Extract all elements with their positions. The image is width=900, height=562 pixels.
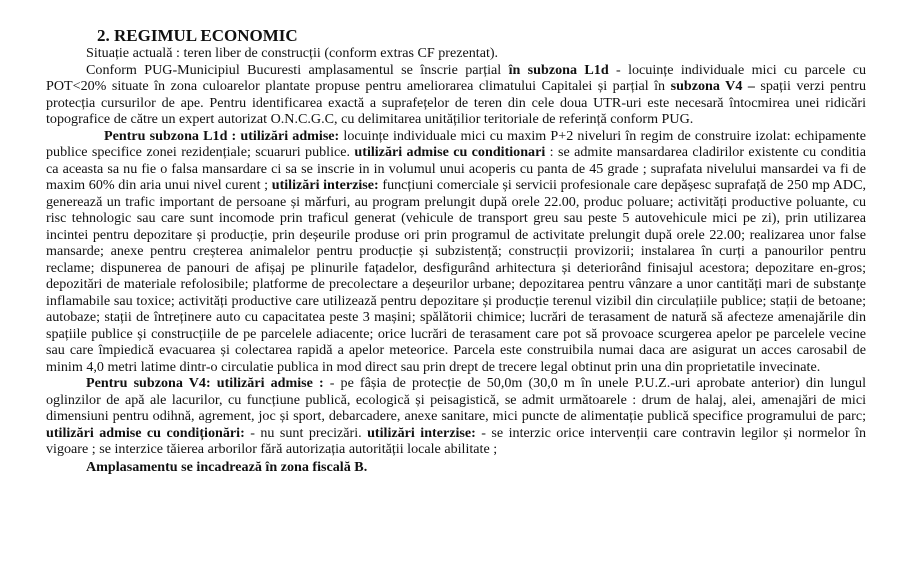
pug-framing-paragraph [46,62,866,128]
bold-run: utilizări interzise: [367,424,476,441]
text-run: - se interzic orice intervenții care contravin legilor și normelor în vigoare ; se interzice tăierea arborilor fără autorizația autorității locale abilitate ; [46,424,866,457]
section-heading: 2. REGIMUL ECONOMIC [97,26,298,45]
text-run: - pe fâșia de protecție de 50,0m (30,0 m în unele P.U.Z.-uri aprobate anterior) din lungul oglinzilor de apă ale lacurilor, cu funcțiune publică, ecologică și peisagistică, se admit următoarele : drum de halaj, alei, amenajări de mici dimensiuni pentru odihnă, agrement, joc și sport, debarcadere, anexe sanitare, mici puncte de alimentație publică specifice programului de parc; [46,375,866,424]
bold-run: în subzona L1d [508,61,609,78]
text-run: - nu sunt precizări. [244,424,368,441]
bold-run: subzona V4 – [670,78,755,94]
current-situation-paragraph: Situație actuală : teren liber de construcții (conform extras CF prezentat). [86,45,499,61]
text-run: : se admite mansardarea cladirilor existente cu conditia ca aceasta sa nu fie o falsa mansardare ci sa se inscrie in in volumul unui acoperis cu panta de 45 grade ; suprafata nivelului mansardei va fi de maxim 60% din aria unui nivel curent ; [46,144,866,193]
bold-run: utilizări interzise: [271,177,379,193]
bold-run: utilizări admise cu conditionari [354,144,546,160]
subzone-v4-paragraph [46,375,866,458]
text-run: Conform PUG-Municipiul Bucuresti amplasamentul se înscrie parțial [86,61,509,78]
fiscal-zone-line: Amplasamentu se incadrează în zona fiscală B. [86,458,368,475]
text-run: locuințe individuale mici cu maxim P+2 niveluri în regim de construire izolat: echipamente publice specifice zonei rezidențiale; scuaruri publice. [46,127,867,160]
bold-run: Pentru subzona V4: utilizări admise : [86,375,324,391]
text-run: funcțiuni comerciale și servicii profesionale care depășesc suprafață de 250 mp ADC, generează un trafic important de persoane și mărfuri, au program prelungit după orele 22.00, produc poluare; activități productive poluante, cu risc tehnologic sau care sunt incomode prin traficul generat (vehicule de transport greu sau peste 5 autovehicule mici pe zi), prin utilizarea incintei pentru depozitare și producție, prin deșeurile produse ori prin programul de activitate prelungit după orele 22.00; realizarea unor false mansarde; anexe pentru creșterea animalelor pentru producție și subzistență; construcții provizorii; instalarea în curți a panourilor pentru reclame; dispunerea de panouri de afișaj pe plinurile fațadelor, desfigurând arhitectura și deteriorând finisajul acestora; depozitare en-gros; depozitări de materiale refolosibile; platforme de precolectare a deșeurilor urbane; depozitarea pentru vânzare a unor cantități mari de substanțe inflamabile sau toxice; activități productive care utilizează pentru depozitare și producție terenul vizibil din circulațiile publice; stații de betoane; autobaze; stații de întreținere auto cu capacitatea peste 3 mașini; spălătorii chimice; lucrări de terasament de natură să afecteze amenajările din spațiile publice și construcțiile de pe parcelele adiacente; orice lucrări de terasament care pot să provoace scurgerea apelor pe parcelele vecine sau care împiedică evacuarea și colectarea rapidă a apelor meteorice. Parcela este construibila numai daca are asigurat un acces carosabil de minim 4,0 metri latime dintr-o circulatie publica in mod direct sau prin drept de trecere legal obtinut prin una din proprietatile invecinate. [46,177,866,375]
subzone-l1d-paragraph [46,128,866,376]
text-run: - locuințe individuale mici cu parcele cu POT<20% situate în zona culoarelor plantate propuse pentru ameliorarea climatului Capitalei și parțial în [46,61,866,94]
bold-run: Pentru subzona L1d : utilizări admise: [104,127,340,144]
bold-run: utilizări admise cu condiționări: [46,424,245,441]
text-run: spații verzi pentru protecția cursurilor de ape. Pentru identificarea exactă a suprafețelor de teren din cele doua UTR-uri este necesară întocmirea unei ridicări topografice de către un expert autorizat O.N.C.G.C, cu delimitarea unitățilior teritoriale de referință conform PUG. [46,78,867,127]
document-page [46,26,866,475]
